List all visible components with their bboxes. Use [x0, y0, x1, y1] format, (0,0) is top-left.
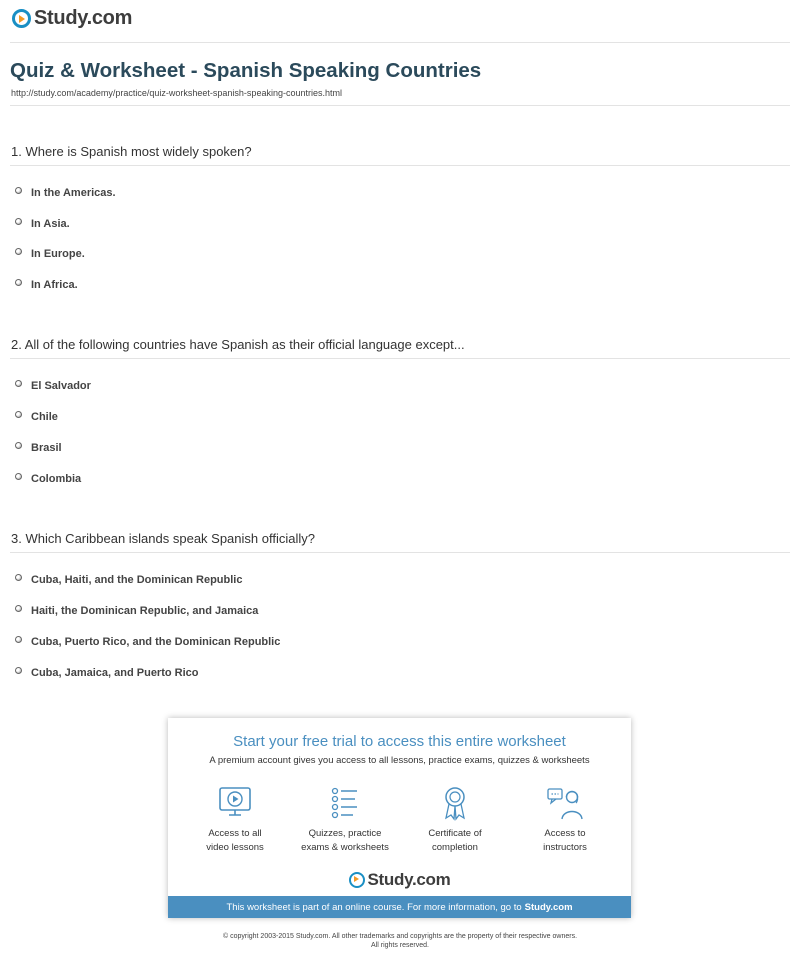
answer-option[interactable]	[15, 187, 116, 199]
answer-option[interactable]	[15, 248, 85, 260]
option-label: Brasil	[31, 442, 62, 454]
option-label: Cuba, Puerto Rico, and the Dominican Republic	[31, 636, 281, 648]
radio-icon[interactable]	[15, 605, 22, 612]
option-label: Cuba, Jamaica, and Puerto Rico	[31, 667, 199, 679]
feature-instructors	[510, 785, 620, 855]
radio-icon[interactable]	[15, 636, 22, 643]
question-divider	[10, 165, 790, 166]
radio-icon[interactable]	[15, 187, 22, 194]
question-divider	[10, 552, 790, 553]
rights-line: All rights reserved.	[371, 942, 429, 949]
option-label: In the Americas.	[31, 187, 116, 199]
question-3: 3. Which Caribbean islands speak Spanish officially?	[11, 531, 315, 546]
answer-option[interactable]	[15, 380, 91, 392]
radio-icon[interactable]	[15, 380, 22, 387]
promo-bar-text: This worksheet is part of an online course. For more information, go to	[226, 901, 522, 913]
copyright-footer	[0, 932, 800, 950]
title-divider	[10, 105, 790, 106]
promo-bar-link[interactable]: Study.com	[524, 901, 573, 913]
radio-icon[interactable]	[15, 248, 22, 255]
promo-study-logo[interactable]	[168, 870, 631, 890]
radio-icon[interactable]	[15, 442, 22, 449]
logo-text: Study.com	[34, 7, 133, 29]
option-label: Colombia	[31, 473, 82, 485]
free-trial-promo	[168, 718, 631, 918]
radio-icon[interactable]	[15, 473, 22, 480]
option-label: Chile	[31, 411, 58, 423]
page-url: http://study.com/academy/practice/quiz-worksheet-spanish-speaking-countries.html	[11, 88, 342, 98]
question-2: 2. All of the following countries have Spanish as their official language except...	[11, 337, 465, 352]
feature-quizzes	[290, 785, 400, 855]
answer-option[interactable]	[15, 605, 258, 617]
answer-option[interactable]	[15, 473, 81, 485]
page-title: Quiz & Worksheet - Spanish Speaking Countries	[10, 59, 482, 82]
play-logo-icon	[12, 9, 31, 28]
answer-option[interactable]	[15, 667, 199, 679]
answer-option[interactable]	[15, 411, 58, 423]
instructor-icon	[545, 785, 585, 821]
question-divider	[10, 358, 790, 359]
answer-option[interactable]	[15, 218, 70, 230]
checklist-icon	[325, 785, 365, 821]
option-label: Haiti, the Dominican Republic, and Jamaica	[31, 605, 259, 617]
promo-info-bar	[168, 896, 631, 918]
option-label: In Asia.	[31, 218, 70, 230]
radio-icon[interactable]	[15, 279, 22, 286]
header-divider	[10, 42, 790, 43]
certificate-icon	[435, 785, 475, 821]
radio-icon[interactable]	[15, 667, 22, 674]
option-label: El Salvador	[31, 380, 91, 392]
copyright-line: © copyright 2003-2015 Study.com. All other trademarks and copyrights are the property of their respective owners.	[222, 933, 578, 940]
promo-subheading: A premium account gives you access to all lessons, practice exams, quizzes & worksheets	[209, 755, 590, 766]
answer-option[interactable]	[15, 279, 78, 291]
feature-certificate	[400, 785, 510, 855]
radio-icon[interactable]	[15, 218, 22, 225]
question-1: 1. Where is Spanish most widely spoken?	[11, 144, 252, 159]
option-label: In Africa.	[31, 279, 78, 291]
promo-heading[interactable]: Start your free trial to access this entire worksheet	[233, 733, 566, 750]
radio-icon[interactable]	[15, 411, 22, 418]
option-label: Cuba, Haiti, and the Dominican Republic	[31, 574, 243, 586]
play-logo-icon	[349, 872, 365, 888]
video-lesson-icon	[215, 785, 255, 821]
feature-label: Access to instructors	[543, 828, 587, 853]
answer-option[interactable]	[15, 574, 242, 586]
feature-label: Access to all video lessons	[206, 828, 264, 853]
answer-option[interactable]	[15, 636, 280, 648]
feature-video-lessons	[180, 785, 290, 855]
logo-text: Study.com	[367, 870, 451, 889]
radio-icon[interactable]	[15, 574, 22, 581]
feature-label: Quizzes, practice exams & worksheets	[301, 828, 389, 853]
answer-option[interactable]	[15, 442, 62, 454]
study-logo[interactable]	[12, 7, 132, 30]
option-label: In Europe.	[31, 248, 85, 260]
feature-label: Certificate of completion	[428, 828, 482, 853]
